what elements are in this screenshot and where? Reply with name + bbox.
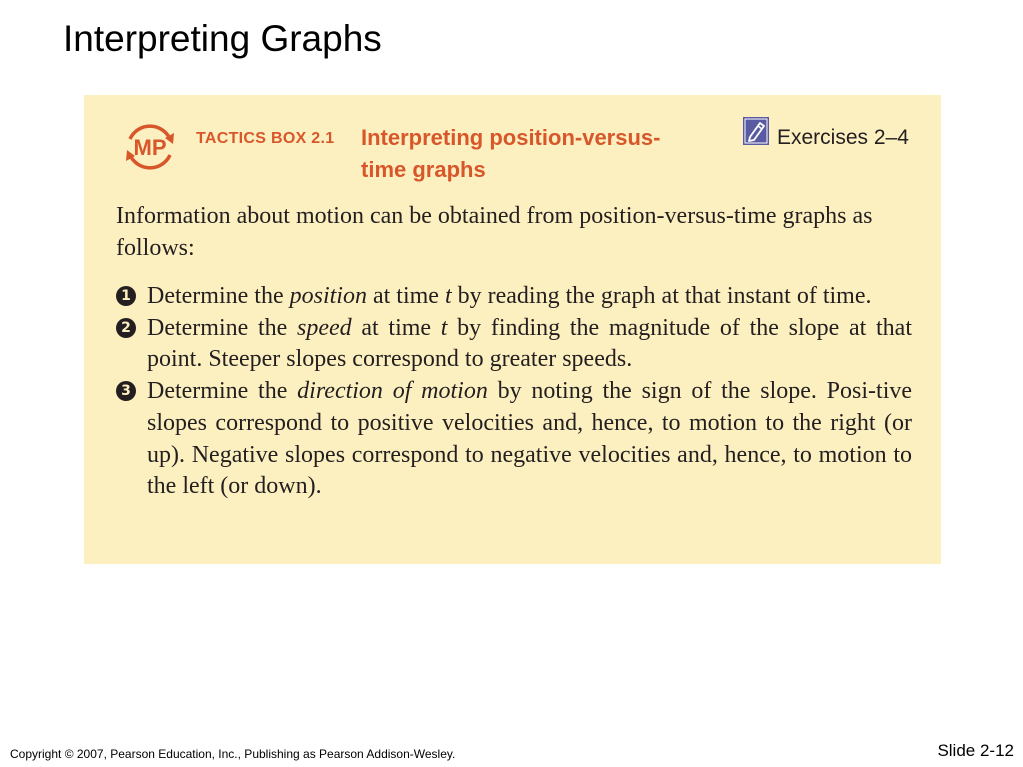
- step-number-badge: 1: [116, 286, 136, 306]
- step-number-badge: 3: [116, 381, 136, 401]
- heading-line-2: time graphs: [361, 157, 486, 182]
- step-emphasis: position: [289, 283, 367, 309]
- steps-list: [116, 281, 912, 503]
- step-text: Determine the direction of motion by noting the sign of the slope. Posi-tive slopes correspond to positive velocities and, hence, to motion to the right (or up). Negative slopes correspond to negative velocities and, hence, to motion to the left (or down).: [147, 378, 913, 500]
- step-item: [116, 376, 912, 503]
- step-emphasis: speed: [297, 314, 352, 341]
- slide-title: Interpreting Graphs: [63, 18, 382, 59]
- step-emphasis: direction of motion: [297, 378, 488, 405]
- slide-number: Slide 2-12: [937, 741, 1014, 760]
- exercise-pencil-icon: [743, 117, 769, 145]
- step-item: [116, 281, 912, 313]
- step-variable: t: [440, 314, 448, 341]
- heading-line-1: Interpreting position-versus-: [361, 125, 661, 150]
- tactics-box-label: TACTICS BOX 2.1: [196, 130, 335, 147]
- step-text: Determine the position at time t by reading the graph at that instant of time.: [147, 283, 872, 309]
- tactics-box: [84, 95, 941, 564]
- tactics-box-heading: [361, 122, 721, 186]
- step-variable: t: [444, 283, 452, 309]
- copyright-notice: Copyright © 2007, Pearson Education, Inc., Publishing as Pearson Addison-Wesley.: [10, 747, 456, 761]
- mp-cycle-icon: [120, 117, 180, 177]
- intro-text: Information about motion can be obtained from position-versus-time graphs as follows:: [116, 203, 873, 261]
- mp-badge-label: MP: [133, 135, 167, 160]
- step-number-badge: 2: [116, 318, 136, 338]
- step-text: Determine the speed at time t by finding the magnitude of the slope at that point. Steeper slopes correspond to greater speeds.: [147, 314, 912, 373]
- step-item: [116, 313, 912, 376]
- exercises-reference: Exercises 2–4: [777, 126, 909, 149]
